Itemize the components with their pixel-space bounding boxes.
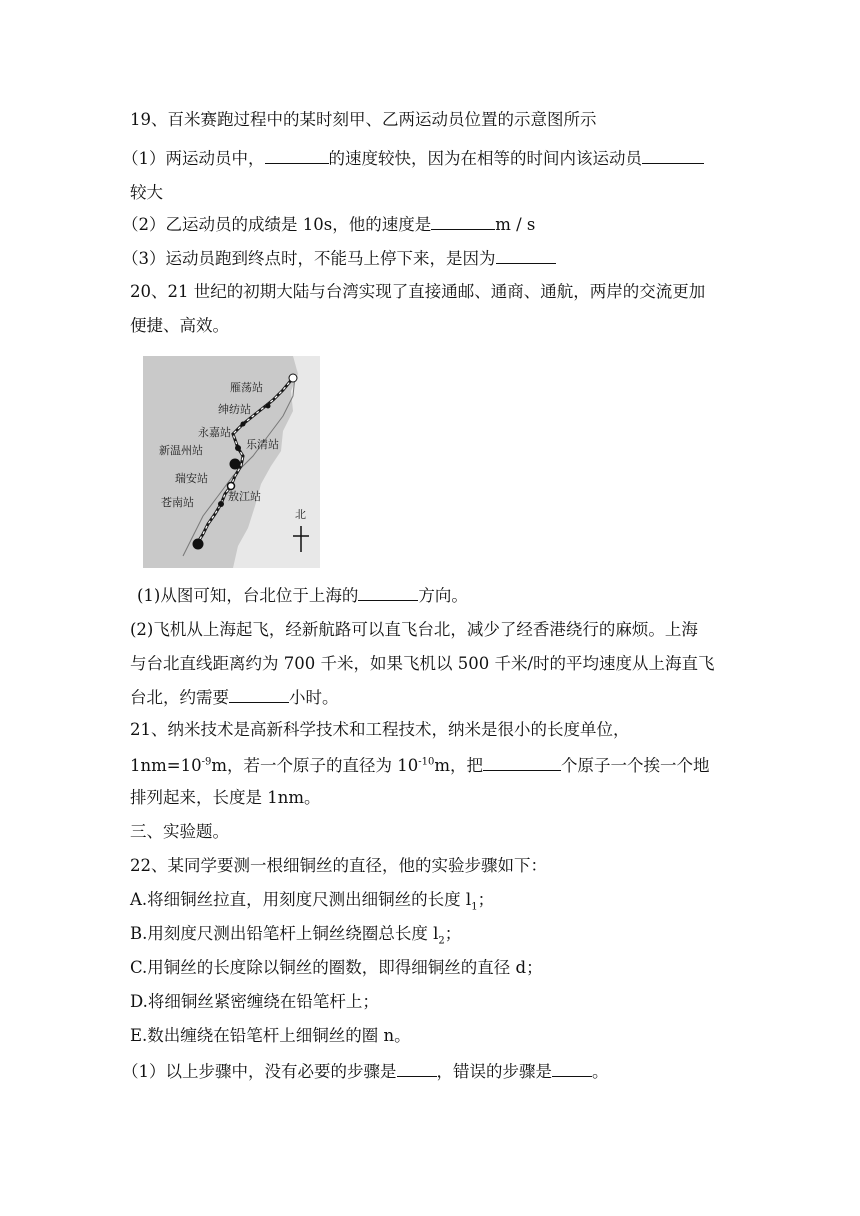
q22-step-b (130, 922, 461, 946)
q21-text-b: m，若一个原子的直径为 10 (211, 756, 419, 775)
q19-part1-text-a: （1）两运动员中， (122, 149, 265, 168)
q20-stem-line2: 便捷、高效。 (130, 316, 229, 335)
q21-text-c: m，把 (434, 756, 483, 775)
q22-step-d: D.将细铜丝紧密缠绕在铅笔杆上； (130, 992, 379, 1011)
q19-part1 (122, 145, 704, 171)
q19-blank-4[interactable] (496, 245, 556, 264)
q20-blank-2[interactable] (229, 684, 289, 703)
q19-part3 (122, 245, 556, 271)
q20-part2-line3 (130, 684, 339, 710)
station-label: 苍南站 (161, 496, 194, 509)
station-label: 绅纺站 (218, 403, 251, 416)
q20-part2-text-a: 台北，约需要 (130, 688, 229, 707)
q19-part3-text: （3）运动员跑到终点时，不能马上停下来，是因为 (122, 249, 496, 268)
q21-line3: 排列起来，长度是 1nm。 (130, 788, 321, 807)
q22-step-a-sub: 1 (471, 901, 478, 913)
q20-part2-line2: 与台北直线距离约为 700 千米，如果飞机以 500 千米/时的平均速度从上海直飞 (130, 654, 715, 673)
section-heading: 三、实验题。 (130, 822, 229, 841)
station-label: 永嘉站 (198, 426, 231, 439)
q20-part2-text-b: 小时。 (289, 688, 339, 707)
station-label: 新温州站 (159, 444, 203, 457)
q22-step-c: C.用铜丝的长度除以铜丝的圈数，即得细铜丝的直径 d； (130, 958, 543, 977)
q22-blank-1[interactable] (397, 1058, 437, 1077)
station-label: 雁荡站 (230, 381, 263, 394)
q22-part1-text-c: 。 (592, 1062, 609, 1081)
q21-exponent-1: -9 (201, 756, 212, 768)
q19-part2-unit: m / s (495, 215, 536, 234)
q21-blank[interactable] (483, 752, 561, 771)
q20-part1-text-b: 方向。 (418, 586, 468, 605)
q21-text-a: 1nm=10 (130, 756, 202, 775)
q20-part2-line1: (2)飞机从上海起飞，经新航路可以直飞台北，减少了经香港绕行的麻烦。上海 (130, 620, 698, 639)
q22-blank-2[interactable] (552, 1058, 592, 1077)
q20-stem-line1: 20、21 世纪的初期大陆与台湾实现了直接通邮、通商、通航，两岸的交流更加 (130, 282, 706, 301)
q22-stem: 22、某同学要测一根细铜丝的直径，他的实验步骤如下： (130, 856, 547, 875)
q21-text-d: 个原子一个挨一个地 (561, 756, 710, 775)
q19-part2-text-a: （2）乙运动员的成绩是 10s，他的速度是 (122, 215, 432, 234)
station-label: 瑞安站 (175, 472, 208, 485)
q22-step-b-sub: 2 (438, 935, 445, 947)
q19-blank-2[interactable] (642, 145, 704, 164)
q20-part1 (137, 582, 468, 608)
q20-blank-1[interactable] (358, 582, 418, 601)
q22-step-a (130, 888, 494, 912)
q22-part1-text-b: ，错误的步骤是 (436, 1062, 552, 1081)
q21-line1: 21、纳米技术是高新科学技术和工程技术，纳米是很小的长度单位， (130, 720, 630, 739)
q20-part1-text-a: (1)从图可知，台北位于上海的 (137, 586, 359, 605)
q22-step-a-end: ； (477, 890, 495, 909)
q19-part1-text-b: 的速度较快，因为在相等的时间内该运动员 (328, 149, 642, 168)
q19-part1-cont: 较大 (130, 183, 163, 202)
q19-blank-3[interactable] (431, 211, 495, 230)
q19-part2 (122, 211, 535, 237)
q21-exponent-2: -10 (418, 756, 435, 768)
q22-part1 (122, 1058, 609, 1084)
station-label: 敖江站 (228, 490, 261, 503)
q21-line2 (130, 752, 710, 778)
q22-step-b-end: ； (444, 924, 462, 943)
q19-stem: 19、百米赛跑过程中的某时刻甲、乙两运动员位置的示意图所示 (130, 110, 597, 129)
q22-step-e: E.数出缠绕在铅笔杆上细铜丝的圈 n。 (130, 1026, 411, 1045)
station-label: 乐清站 (246, 438, 279, 451)
railway-map (143, 356, 320, 568)
q22-part1-text-a: （1）以上步骤中，没有必要的步骤是 (122, 1062, 397, 1081)
q19-blank-1[interactable] (265, 145, 329, 164)
north-label: 北 (295, 508, 306, 521)
q22-step-b-text: B.用刻度尺测出铅笔杆上铜丝绕圈总长度 l (130, 924, 439, 943)
q22-step-a-text: A.将细铜丝拉直，用刻度尺测出细铜丝的长度 l (130, 890, 472, 909)
